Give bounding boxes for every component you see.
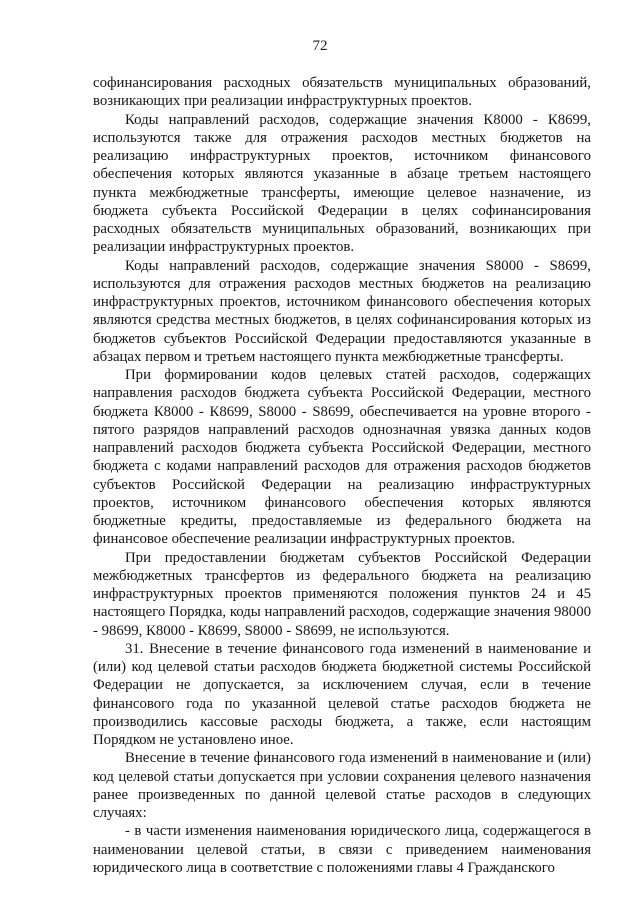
- paragraph-k-codes: Коды направлений расходов, содержащие значения К8000 - К8699, используются также для отражения расходов местных бюджетов на реализацию инфраструктурных проектов, источником финансового обеспечения которых являются указанные в абзаце третьем настоящего пункта межбюджетные трансферты, имеющие целевое назначение, из бюджета субъекта Российской Федерации в целях софинансирования расходных обязательств муниципальных образований, возникающих при реализации инфраструктурных проектов.: [93, 111, 591, 256]
- paragraph-legal-entity-name: - в части изменения наименования юридического лица, содержащегося в наименовании целевой статьи, в связи с приведением наименования юридического лица в соответствие с положениями главы 4 Гражданского: [93, 823, 591, 876]
- page-number: 72: [312, 38, 328, 54]
- paragraph-changes-allowed: Внесение в течение финансового года изменений в наименование и (или) код целевой статьи допускается при условии сохранения целевого назначения ранее произведенных по данной целевой статье расходов в следующих случаях:: [93, 750, 591, 821]
- paragraph-federal-transfers: При предоставлении бюджетам субъектов Российской Федерации межбюджетных трансфертов из федерального бюджета на реализацию инфраструктурных проектов применяются положения пунктов 24 и 45 настоящего Порядка, коды направлений расходов, содержащие значения 98000 - 98699, К8000 - К8699, S8000 - S8699, не используются.: [93, 549, 591, 639]
- paragraph-continuation: софинансирования расходных обязательств муниципальных образований, возникающих при реализации инфраструктурных проектов.: [93, 75, 591, 110]
- document-body: [93, 74, 591, 877]
- paragraph-s-codes: Коды направлений расходов, содержащие значения S8000 - S8699, используются для отражения расходов местных бюджетов на реализацию инфраструктурных проектов, источником финансового обеспечения которых являются средства местных бюджетов, в целях софинансирования которых из бюджетов субъектов Российской Федерации предоставляются указанные в абзацах первом и третьем настоящего пункта межбюджетные трансферты.: [93, 257, 591, 365]
- paragraph-formation-codes: При формировании кодов целевых статей расходов, содержащих направления расходов бюджета субъекта Российской Федерации, местного бюджета К8000 - К8699, S8000 - S8699, обеспечивается на уровне второго - пятого разрядов направлений расходов однозначная увязка данных кодов направлений расходов бюджета субъекта Российской Федерации, местного бюджета с кодами направлений расходов для отражения расходов бюджетов субъектов Российской Федерации на реализацию инфраструктурных проектов, источником финансового обеспечения которых являются бюджетные кредиты, предоставляемые из федерального бюджета на финансовое обеспечение реализации инфраструктурных проектов.: [93, 367, 591, 548]
- paragraph-item-31: 31. Внесение в течение финансового года изменений в наименование и (или) код целевой статьи расходов бюджета бюджетной системы Российской Федерации не допускается, за исключением случая, если в течение финансового года по указанной целевой статье расходов бюджета не производились кассовые расходы бюджета, а также, если настоящим Порядком не установлено иное.: [93, 640, 591, 748]
